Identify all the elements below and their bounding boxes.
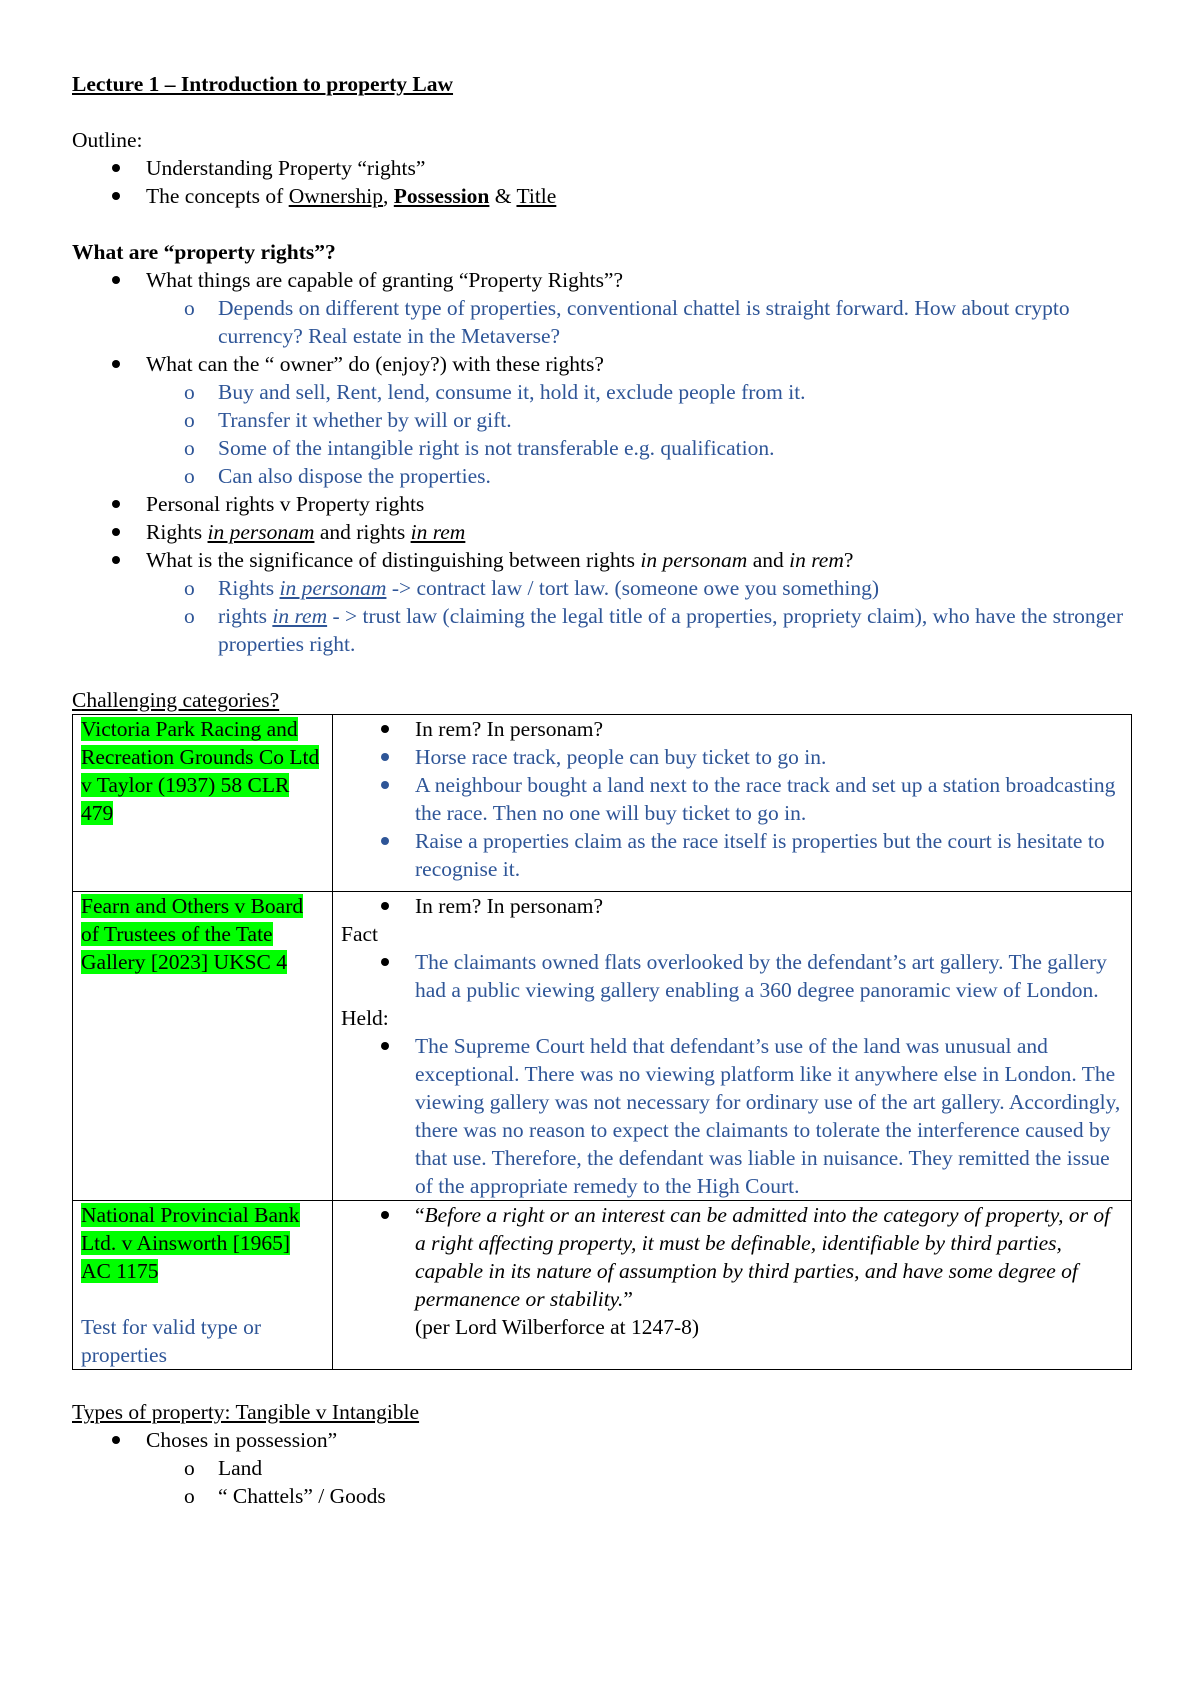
notes-list <box>341 1032 1123 1200</box>
answer-item: o Buy and sell, Rent, lend, consume it, hold it, exclude people from it. <box>72 378 1140 406</box>
latin-term: in rem <box>789 548 844 572</box>
notes-list <box>341 715 1123 883</box>
outline-label: Outline: <box>72 128 143 152</box>
table-row <box>73 892 1132 1201</box>
cases-table <box>72 714 1132 1370</box>
answer-item <box>72 602 1140 658</box>
page-title: Lecture 1 – Introduction to property Law <box>72 72 454 96</box>
text: Rights <box>218 576 280 600</box>
text: and rights <box>314 520 411 544</box>
list-item: In rem? In personam? <box>341 892 1123 920</box>
sub-list <box>72 294 1140 350</box>
question-text: What things are capable of granting “Property Rights”? <box>146 268 624 292</box>
sub-list <box>72 378 1140 490</box>
notes-cell <box>333 715 1132 892</box>
notes-list <box>341 1201 1123 1341</box>
outline-item-text: Understanding Property “rights” <box>146 156 426 180</box>
table-row <box>73 1201 1132 1370</box>
text: Choses in possession” <box>146 1428 338 1452</box>
notes-list <box>341 948 1123 1004</box>
table-row <box>73 715 1132 892</box>
types-list <box>72 1426 1140 1510</box>
text: ? <box>843 548 854 572</box>
list-item: Horse race track, people can buy ticket to go in. <box>341 743 1123 771</box>
case-name: Fearn and Others v Board of Trustees of the Tate Gallery [2023] UKSC 4 <box>81 894 304 974</box>
outline-item-text: The concepts of <box>146 184 289 208</box>
text: rights <box>218 604 273 628</box>
notes-list <box>341 892 1123 920</box>
list-item <box>341 1201 1123 1341</box>
text: Rights <box>146 520 208 544</box>
answer-item <box>72 574 1140 602</box>
case-cell <box>73 715 333 892</box>
list-item: A neighbour bought a land next to the race track and set up a station broadcasting the race. Then no one will buy ticket to go in. <box>341 771 1123 827</box>
latin-term: in rem <box>410 520 466 544</box>
answer-item: o Transfer it whether by will or gift. <box>72 406 1140 434</box>
case-cell <box>73 1201 333 1370</box>
case-cell <box>73 892 333 1201</box>
quote-mark: ” <box>623 1287 633 1311</box>
text: - > trust law (claiming the legal title of a properties, propriety claim), who have the stronger properties right. <box>218 604 1124 656</box>
outline-list <box>72 154 1140 210</box>
list-item: Personal rights v Property rights <box>72 490 1140 518</box>
latin-term: in personam <box>640 548 748 572</box>
notes-cell <box>333 1201 1132 1370</box>
attribution: (per Lord Wilberforce at 1247-8) <box>415 1315 700 1339</box>
list-item: The Supreme Court held that defendant’s use of the land was unusual and exceptional. There was no viewing platform like it anywhere else in London. The viewing gallery was not necessary for ordinary use of the art gallery. Accordingly, there was no reason to expect the claimants to tolerate the interference caused by that use. Therefore, the defendant was liable in nuisance. They remitted the issue of the appropriate remedy to the High Court. <box>341 1032 1123 1200</box>
sub-item: o Land <box>72 1454 1140 1482</box>
list-item <box>72 1426 1140 1510</box>
rights-list <box>72 266 1140 658</box>
text: and <box>747 548 790 572</box>
types-heading: Types of property: Tangible v Intangible <box>72 1400 420 1424</box>
list-item <box>72 546 1140 658</box>
answer-item: o Some of the intangible right is not transferable e.g. qualification. <box>72 434 1140 462</box>
case-name: National Provincial Bank Ltd. v Ainsworth [1965] AC 1175 <box>81 1203 300 1283</box>
separator: , <box>383 184 394 208</box>
sub-item: o “ Chattels” / Goods <box>72 1482 1140 1510</box>
challenging-label: Challenging categories? <box>72 688 280 712</box>
question-text: What can the “ owner” do (enjoy?) with these rights? <box>146 352 604 376</box>
latin-term: in personam <box>207 520 315 544</box>
list-item: Raise a properties claim as the race itself is properties but the court is hesitate to recognise it. <box>341 827 1123 883</box>
quote-text: Before a right or an interest can be admitted into the category of property, or of a right affecting property, it must be definable, identifiable by third parties, capable in its nature of assumption by third parties, and have some degree of permanence or stability. <box>415 1203 1111 1311</box>
latin-term: in personam <box>279 576 387 600</box>
quote-mark: “ <box>415 1203 425 1227</box>
outline-item <box>72 182 1140 210</box>
latin-term: in rem <box>272 604 328 628</box>
case-note: Test for valid type or properties <box>81 1315 261 1367</box>
outline-item <box>72 154 1140 182</box>
list-item <box>72 266 1140 350</box>
sub-list <box>72 1454 1140 1510</box>
possession-term: Possession <box>393 184 490 208</box>
answer-item: o Depends on different type of properties, conventional chattel is straight forward. How about crypto currency? Real estate in the Metaverse? <box>72 294 1140 350</box>
ownership-term: Ownership <box>288 184 384 208</box>
list-item <box>72 350 1140 490</box>
notes-cell <box>333 892 1132 1201</box>
title-term: Title <box>516 184 557 208</box>
separator: & <box>489 184 517 208</box>
list-item: The claimants owned flats overlooked by the defendant’s art gallery. The gallery had a public viewing gallery enabling a 360 degree panoramic view of London. <box>341 948 1123 1004</box>
sub-list <box>72 574 1140 658</box>
list-item: In rem? In personam? <box>341 715 1123 743</box>
section-heading: What are “property rights”? <box>72 240 336 264</box>
text: -> contract law / tort law. (someone owe you something) <box>386 576 879 600</box>
text: What is the significance of distinguishing between rights <box>146 548 641 572</box>
list-item <box>72 518 1140 546</box>
case-name: Victoria Park Racing and Recreation Grounds Co Ltd v Taylor (1937) 58 CLR 479 <box>81 717 320 825</box>
answer-item: o Can also dispose the properties. <box>72 462 1140 490</box>
fact-label: Fact <box>341 922 379 946</box>
held-label: Held: <box>341 1006 389 1030</box>
